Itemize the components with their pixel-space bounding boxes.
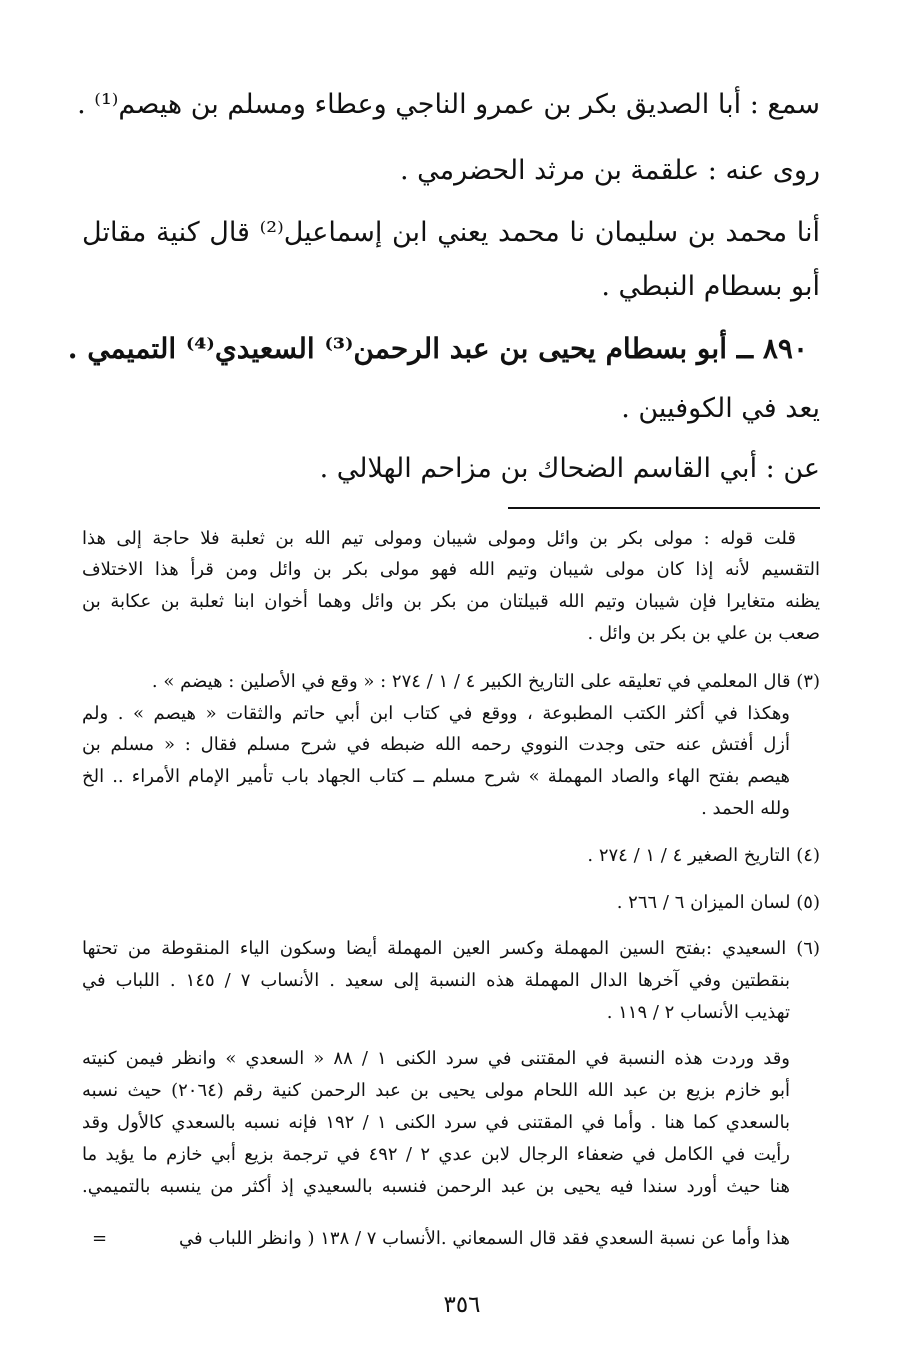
footnote-line: يظنه متغايرا فإن شيبان وتيم الله قبيلتان من بكر بن وائل وهما أخوان ابنا ثعلبة بن عكابة بن bbox=[82, 591, 820, 612]
footnote-line: هذا وأما عن نسبة السعدي فقد قال السمعاني .الأنساب ٧ / ١٣٨ ( وانظر اللباب في bbox=[179, 1228, 790, 1249]
footnote-4-line: (٤) التاريخ الصغير ٤ / ١ / ٢٧٤ . bbox=[587, 845, 820, 866]
page-number: ٣٥٦ bbox=[443, 1292, 481, 1318]
footnote-line: وهكذا في أكثر الكتب المطبوعة ، ووقع في كتاب ابن أبي حاتم والثقات « هيصم » . ولم bbox=[82, 703, 790, 724]
footnote-separator bbox=[508, 507, 820, 509]
footnote-line: التقسيم لأنه إذا كان مولى شيبان وتيم الله فهو مولى بكر بن وائل ومن قرأ هذا الاختلاف bbox=[82, 559, 820, 580]
footnote-line: أزل أفتش عنه حتى وجدت النووي رحمه الله ضبطه في شرح مسلم فقال : « مسلم بن bbox=[82, 734, 790, 755]
footnote-line: هيصم بفتح الهاء والصاد المهملة » شرح مسلم ــ كتاب الجهاد باب تأمير الإمام الأمراء .. الخ bbox=[82, 766, 790, 787]
footnote-line: رأيت في الكامل في ضعفاء الرجال لابن عدي ٢ / ٤٩٢ في ترجمة بزيع أبي خازم ما يؤيد ما bbox=[82, 1144, 790, 1165]
main-text-line-7: عن : أبي القاسم الضحاك بن مزاحم الهلالي . bbox=[319, 453, 820, 484]
main-text-line-1: سمع : أبا الصديق بكر بن عمرو الناجي وعطاء ومسلم بن هيصم⁽¹⁾ . bbox=[77, 89, 820, 120]
footnote-line: وقد وردت هذه النسبة في المقتنى في سرد الكنى ١ / ٨٨ « السعدي » وانظر فيمن كنيته bbox=[82, 1048, 790, 1069]
footnote-3-line: (٣) قال المعلمي في تعليقه على التاريخ الكبير ٤ / ١ / ٢٧٤ : « وقع في الأصلين : هيضم » . bbox=[151, 671, 820, 692]
footnote-line: قلت قوله : مولى بكر بن وائل ومولى شيبان ومولى تيم الله بن ثعلبة فلا حاجة إلى هذا bbox=[82, 528, 796, 549]
main-text-line-3: أنا محمد بن سليمان نا محمد يعني ابن إسماعيل⁽²⁾ قال كنية مقاتل bbox=[82, 217, 820, 248]
entry-heading: ٨٩٠ ــ أبو بسطام يحيى بن عبد الرحمن⁽³⁾ السعيدي⁽⁴⁾ التميمي . bbox=[67, 332, 808, 365]
main-text-line-4: أبو بسطام النبطي . bbox=[601, 271, 820, 302]
main-text-line-2: روى عنه : علقمة بن مرثد الحضرمي . bbox=[399, 155, 820, 186]
footnote-line: أبو خازم بزيع بن عبد الله اللحام مولى يحيى بن عبد الرحمن كنية رقم (٢٠٦٤) حيث نسبه bbox=[82, 1080, 790, 1101]
main-text-line-6: يعد في الكوفيين . bbox=[621, 393, 820, 424]
footnote-line: تهذيب الأنساب ٢ / ١١٩ . bbox=[606, 1002, 790, 1023]
footnote-5-line: (٥) لسان الميزان ٦ / ٢٦٦ . bbox=[616, 892, 820, 913]
footnote-line: هنا حيث أورد سندا فيه يحيى بن عبد الرحمن فنسبه بالسعيدي إذ أكثر من ينسبه بالتميمي. bbox=[82, 1176, 790, 1197]
footnote-line: صعب بن علي بن بكر بن وائل . bbox=[587, 623, 820, 644]
footnote-line: بالسعدي كما هنا . وأما في المقتنى في سرد الكنى ١ / ١٩٢ فإنه نسبه بالسعدي كالأول وقد bbox=[82, 1112, 790, 1133]
continuation-mark: = bbox=[92, 1228, 108, 1249]
footnote-line: بنقطتين وفي آخرها الدال المهملة هذه النسبة إلى سعيد . الأنساب ٧ / ١٤٥ . اللباب في bbox=[82, 970, 790, 991]
footnote-line: ولله الحمد . bbox=[701, 798, 790, 819]
footnote-6-line: (٦) السعيدي :بفتح السين المهملة وكسر العين المهملة أيضا وسكون الياء المنقوطة من تحتها bbox=[82, 938, 820, 959]
